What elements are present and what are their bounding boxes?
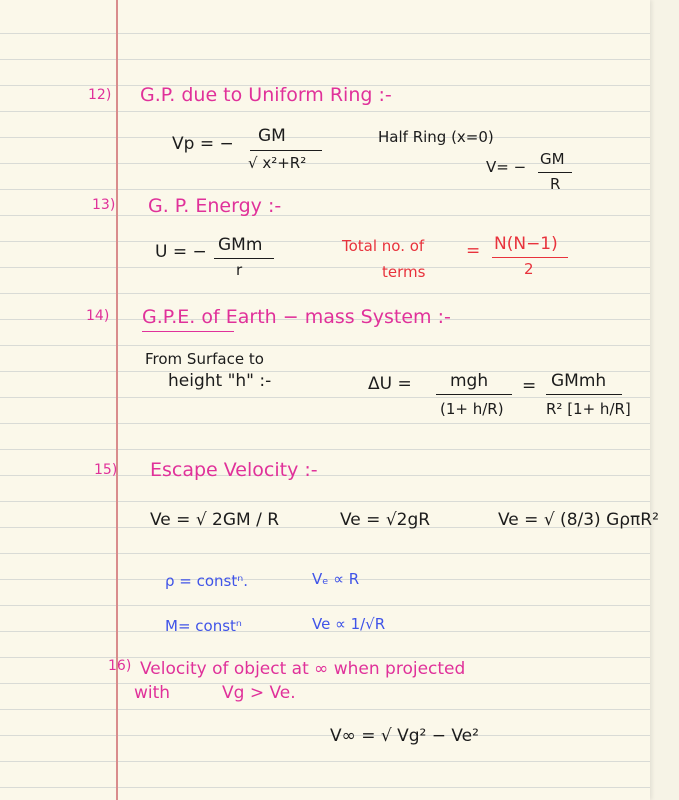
- fraction-bar: [546, 394, 622, 395]
- fraction-numerator: GM: [258, 126, 286, 146]
- fraction-bar: [492, 257, 568, 258]
- section-heading: Velocity of object at ∞ when projected: [140, 659, 466, 679]
- proportional-mass: Ve ∝ 1/√R: [312, 615, 386, 633]
- section-number: 15): [94, 462, 118, 478]
- fraction-numerator: mgh: [450, 371, 489, 391]
- section-heading: G.P.E. of Earth − mass System :-: [142, 306, 451, 328]
- section-number: 14): [86, 308, 110, 324]
- fraction-numerator: GMmh: [551, 371, 607, 391]
- formula-lhs: ΔU =: [368, 374, 412, 394]
- half-ring-numerator: GM: [540, 150, 565, 168]
- note-equals: =: [466, 241, 481, 261]
- note-line-1: Total no. of: [342, 237, 425, 255]
- section-heading-cont: with: [134, 683, 171, 703]
- note-line-2: terms: [382, 263, 426, 281]
- fraction-bar: [436, 394, 512, 395]
- equals-sign: =: [522, 376, 537, 396]
- section-number: 16): [108, 658, 132, 674]
- formula-v-infinity: V∞ = √ Vg² − Ve²: [330, 726, 479, 746]
- condition-mass: M= constⁿ: [165, 617, 242, 635]
- half-ring-lhs: V= −: [486, 158, 527, 176]
- fraction-denominator: R² [1+ h/R]: [546, 400, 631, 418]
- fraction-bar: [250, 150, 322, 151]
- section-heading: G.P. due to Uniform Ring :-: [140, 84, 392, 106]
- condition-line-2: height "h" :-: [168, 371, 272, 391]
- condition-line-1: From Surface to: [145, 350, 264, 368]
- half-ring-label: Half Ring (x=0): [378, 128, 494, 146]
- fraction-bar: [538, 172, 572, 173]
- fraction-numerator: GMm: [218, 235, 263, 255]
- fraction-denominator: (1+ h/R): [440, 400, 504, 418]
- fraction-denominator: r: [236, 261, 243, 279]
- fraction-denominator: √ x²+R²: [248, 154, 307, 172]
- note-denominator: 2: [524, 260, 534, 278]
- formula-escape-3: Ve = √ (8/3) GρπR²: [498, 510, 659, 530]
- section-number: 12): [88, 87, 112, 103]
- fraction-bar: [214, 258, 274, 259]
- section-heading: Escape Velocity :-: [150, 459, 318, 481]
- half-ring-denominator: R: [550, 175, 561, 193]
- note-numerator: N(N−1): [494, 234, 558, 254]
- heading-underline: [142, 331, 234, 332]
- formula-lhs: U = −: [155, 242, 207, 262]
- section-heading: G. P. Energy :-: [148, 195, 282, 217]
- condition-density: ρ = constⁿ.: [165, 572, 248, 590]
- formula-escape-2: Ve = √2gR: [340, 510, 431, 530]
- projection-condition: Vg > Ve.: [222, 683, 296, 703]
- margin-line: [116, 0, 118, 800]
- formula-lhs: Vp = −: [172, 134, 234, 154]
- proportional-density: Vₑ ∝ R: [312, 570, 360, 588]
- formula-escape-1: Ve = √ 2GM / R: [150, 510, 280, 530]
- section-number: 13): [92, 197, 116, 213]
